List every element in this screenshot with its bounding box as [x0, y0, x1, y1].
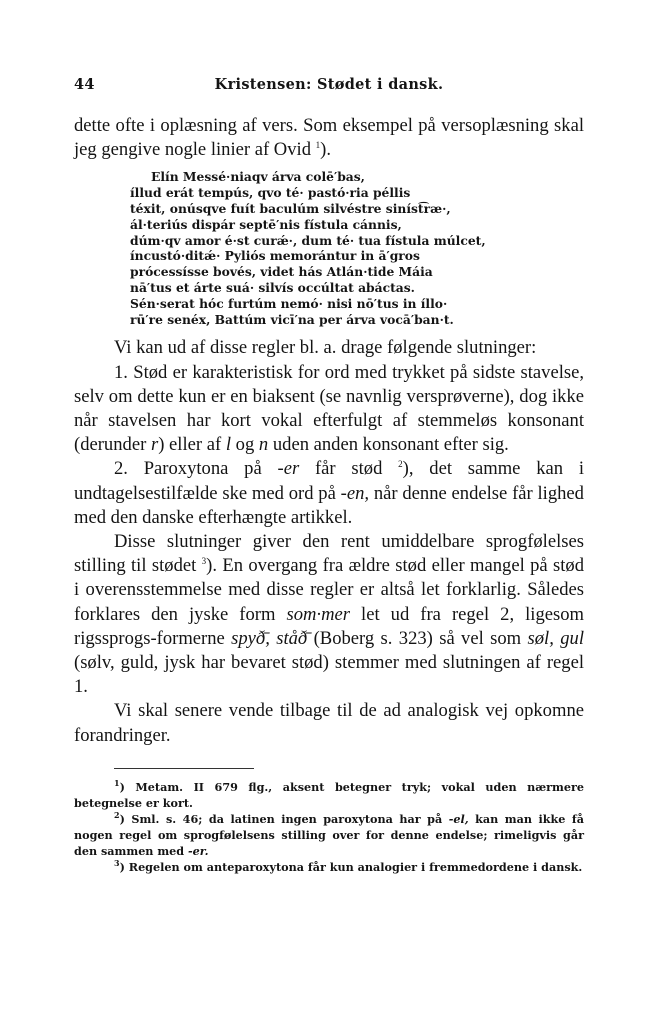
body-text [74, 114, 584, 748]
closing-paragraph: Vi skal senere vende tilbage til de ad analogisk vej opkomne forandringer. [74, 700, 584, 746]
verse-line: íncustó·ditǽ· Pyliós memorántur in ā′gros [130, 248, 420, 264]
verse-line: téxit, onúsqve fuít baculúm silvéstre siníst͡ræ·, [130, 201, 451, 216]
verse-line: dúm·qv amor é·st curǽ·, dum té· tua fístula múlcet, [130, 232, 486, 248]
verse-line: íllud erát tempús, qvo té· pastó·ria péllis [130, 185, 411, 201]
footnote-divider [114, 768, 254, 769]
page-number: 44 [74, 76, 95, 93]
intro-paragraph: dette ofte i oplæsning af vers. Som eksempel på versoplæsning skal jeg gengive nogle linier af Ovid $^1$). [74, 115, 584, 161]
footnotes [74, 779, 584, 875]
verse-line: Elín Messé·niaqv árva colē′bas, [151, 169, 365, 185]
footnote-ref-2: 2 [398, 459, 403, 470]
footnote-ref-3: 3 [201, 556, 207, 567]
running-title: Kristensen: Stødet i dansk. [214, 76, 444, 93]
page-header [74, 76, 584, 98]
conclusion-1: 1. Stød er karakteristisk for ord med trykket på sidste stavelse, selv om dette kun er en biaksent (se navnlig versprøverne), dog ikke når stavelsen har kort vokal efterfulgt af stemmeløs konsonant (derunder r) eller af l og n uden anden konsonant efter sig. [74, 361, 584, 456]
verse-line: Sén·serat hóc furtúm nemó· nisi nō′tus in íllo· [130, 295, 448, 311]
footnote-ref-1: 1 [315, 140, 321, 151]
conclusions-lead: Vi kan ud af disse regler bl. a. drage følgende slutninger: [114, 337, 537, 359]
verse-quotation [130, 169, 584, 327]
book-page [74, 76, 584, 875]
footnote-2: $^2$) Sml. s. 46; da latinen ingen paroxytona har på -el, kan man ikke få nogen regel om sprogfølelsens stilling over for denne endelse; rimeligvis går den sammen med -er. [74, 809, 584, 858]
verse-line: prócessísse bovés, videt hás Atlán·tide Máia [130, 264, 433, 280]
footnote-3: $^3$) Regelen om anteparoxytona får kun analogier i fremmedordene i dansk. [114, 857, 583, 874]
discussion-paragraph: Disse slutninger giver den rent umiddelbare sprogfølelses stilling til stødet $^3$). En overgang fra ældre stød eller mangel på stød i overensstemmelse med disse regler er altså let forklarlig. Således forklares den jyske form som·mer let ud fra regel 2, ligesom rigssprogs-formerne spyð̄, ståð̄ (Boberg s. 323) så vel som søl, gul (sølv, guld, jysk har bevaret stød) stemmer med slutningen af regel 1. [74, 531, 585, 698]
verse-line: nā′tus et árte suá· silvís occúltat abáctas. [130, 279, 415, 295]
verse-line: rū′re senéx, Battúm vicī′na per árva vocā′ban·t. [130, 311, 454, 327]
footnote-1: $^1$) Metam. II 679 flg., aksent betegner tryk; vokal uden nærmere betegnelse er kort. [74, 777, 584, 810]
conclusion-2: 2. Paroxytona på -er får stød $^2$), det samme kan i undtagelsestilfælde ske med ord på -en, når denne endelse får lighed med den danske efterhængte artikkel. [74, 458, 584, 528]
verse-line: ál·teriús dispár septē′nis fístula cánnis, [130, 216, 402, 232]
